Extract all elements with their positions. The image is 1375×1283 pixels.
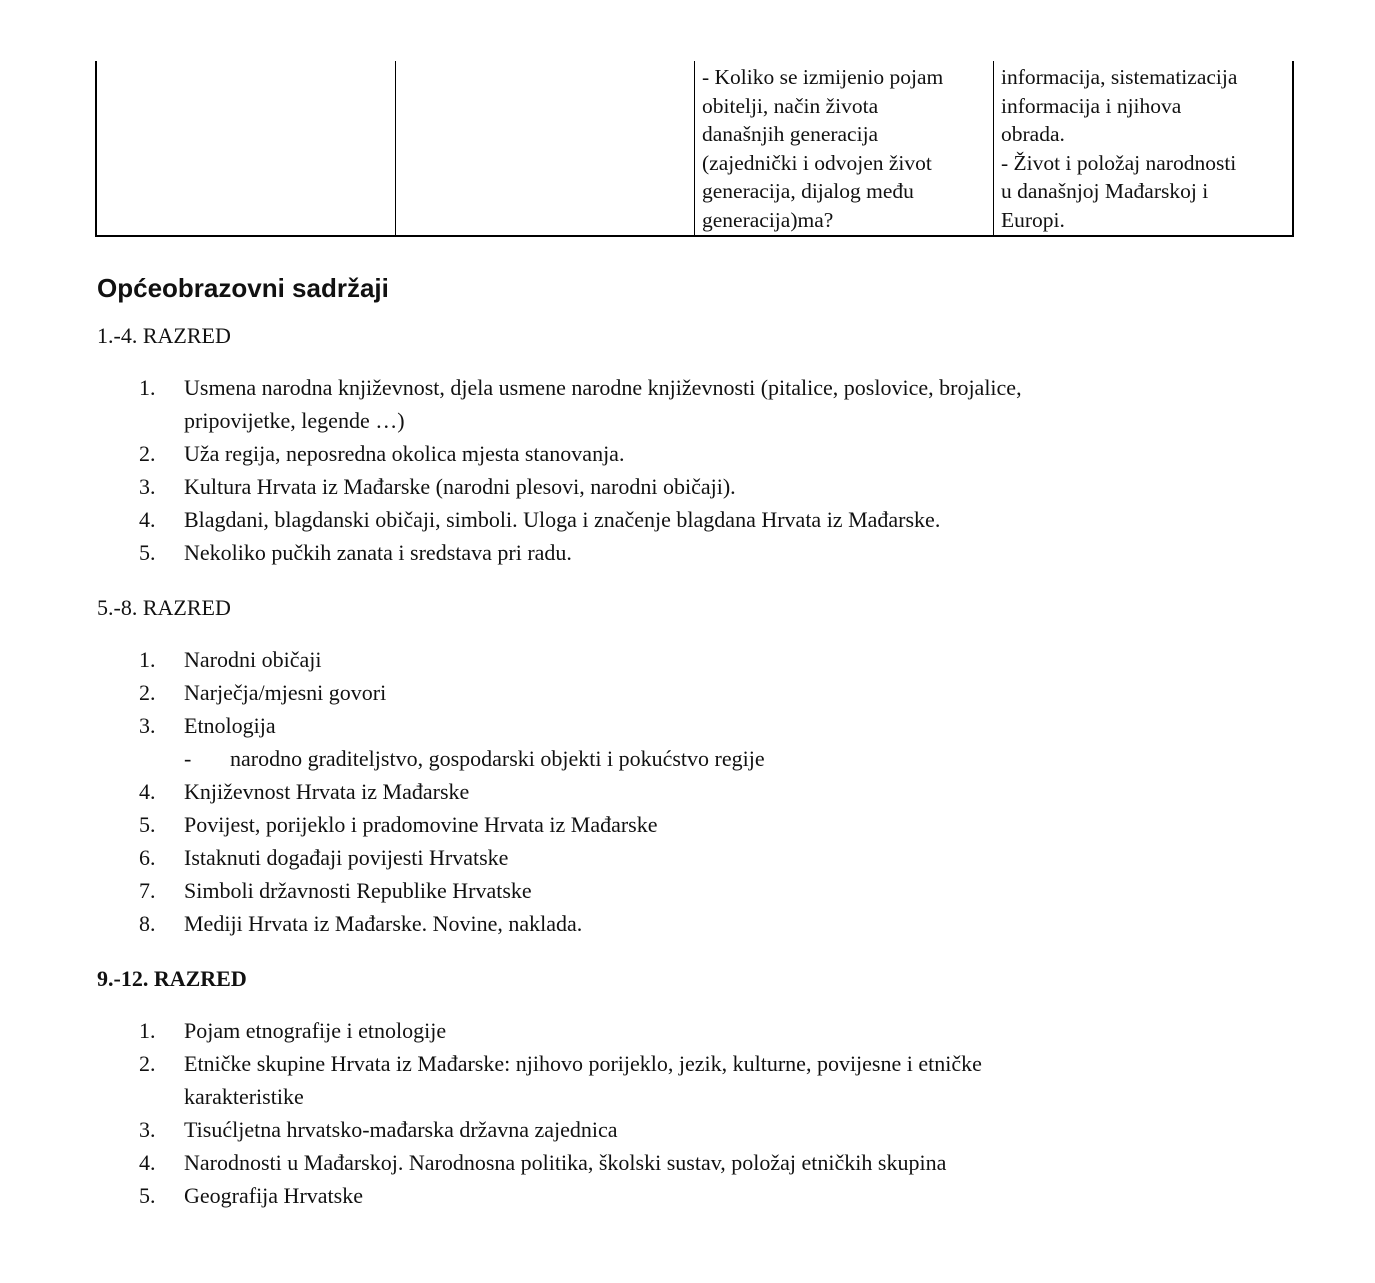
cell-text-line: današnjih generacija bbox=[702, 122, 879, 147]
item-number: 2. bbox=[139, 680, 156, 705]
item-number: 3. bbox=[139, 474, 156, 499]
list-item bbox=[97, 1014, 1297, 1047]
item-text: Simboli državnosti Republike Hrvatske bbox=[184, 878, 532, 903]
section-heading: Općeobrazovni sadržaji bbox=[97, 273, 389, 303]
item-number: 3. bbox=[139, 1117, 156, 1142]
list-item bbox=[97, 709, 1297, 775]
item-text: Pojam etnografije i etnologije bbox=[184, 1018, 447, 1043]
item-text-continued: karakteristike bbox=[184, 1084, 304, 1109]
item-number: 4. bbox=[139, 507, 156, 532]
list-item bbox=[97, 907, 1297, 940]
item-text: Etničke skupine Hrvata iz Mađarske: njihovo porijeklo, jezik, kulturne, povijesne i etničke bbox=[184, 1051, 982, 1076]
item-number: 3. bbox=[139, 713, 156, 738]
item-number: 5. bbox=[139, 812, 156, 837]
grade-title-5-8: 5.-8. RAZRED bbox=[97, 595, 231, 620]
list-item bbox=[97, 1113, 1297, 1146]
list-item bbox=[97, 841, 1297, 874]
item-text: Nekoliko pučkih zanata i sredstava pri radu. bbox=[184, 540, 572, 565]
cell-text-line: - Koliko se izmijenio pojam bbox=[702, 65, 944, 89]
item-text: Književnost Hrvata iz Mađarske bbox=[184, 779, 470, 804]
cell-text-line: Europi. bbox=[1001, 207, 1065, 232]
table-cell-empty-2 bbox=[396, 61, 695, 235]
item-number: 1. bbox=[139, 647, 156, 672]
sub-item bbox=[184, 742, 1297, 775]
sub-item-dash: - bbox=[184, 746, 192, 771]
item-number: 1. bbox=[139, 1018, 156, 1043]
item-text: Geografija Hrvatske bbox=[184, 1183, 363, 1208]
grade-title-1-4: 1.-4. RAZRED bbox=[97, 323, 231, 348]
document-body bbox=[97, 270, 1297, 1236]
cell-text-line: generacija)ma? bbox=[702, 207, 834, 232]
cell-text-line: obrada. bbox=[1001, 122, 1065, 147]
item-text: Narodnosti u Mađarskoj. Narodnosna politika, školski sustav, položaj etničkih skupina bbox=[184, 1150, 947, 1175]
item-text: Narodni običaji bbox=[184, 647, 322, 672]
cell-text-line: (zajednički i odvojen život bbox=[702, 150, 932, 175]
item-text: Blagdani, blagdanski običaji, simboli. Uloga i značenje blagdana Hrvata iz Mađarske. bbox=[184, 507, 941, 532]
table-cell-activities bbox=[994, 61, 1292, 235]
cell-text-line: informacija i njihova bbox=[1001, 93, 1182, 118]
list-item bbox=[97, 874, 1297, 907]
topic-list-9-12 bbox=[97, 1014, 1297, 1212]
item-number: 1. bbox=[139, 375, 156, 400]
item-text: Uža regija, neposredna okolica mjesta stanovanja. bbox=[184, 441, 625, 466]
item-number: 5. bbox=[139, 540, 156, 565]
list-item bbox=[97, 643, 1297, 676]
item-number: 4. bbox=[139, 779, 156, 804]
item-text-continued: pripovijetke, legende …) bbox=[184, 408, 405, 433]
list-item bbox=[97, 437, 1297, 470]
item-number: 2. bbox=[139, 441, 156, 466]
topic-list-5-8 bbox=[97, 643, 1297, 940]
list-item bbox=[97, 808, 1297, 841]
table-cell-questions bbox=[695, 61, 994, 235]
item-text: Etnologija bbox=[184, 713, 276, 738]
list-item bbox=[97, 1047, 1297, 1113]
table-cell-empty-1 bbox=[97, 61, 396, 235]
cell-text-line: informacija, sistematizacija bbox=[1001, 65, 1238, 89]
list-item bbox=[97, 1146, 1297, 1179]
topic-list-1-4 bbox=[97, 371, 1297, 569]
cell-text-line: u današnjoj Mađarskoj i bbox=[1001, 179, 1209, 204]
cell-text-line: obitelji, način života bbox=[702, 93, 879, 118]
item-text: Povijest, porijeklo i pradomovine Hrvata iz Mađarske bbox=[184, 812, 658, 837]
list-item bbox=[97, 470, 1297, 503]
list-item bbox=[97, 676, 1297, 709]
list-item bbox=[97, 536, 1297, 569]
sub-item-text: narodno graditeljstvo, gospodarski objekti i pokućstvo regije bbox=[230, 746, 765, 771]
item-text: Usmena narodna književnost, djela usmene narodne književnosti (pitalice, poslovice, brojalice, bbox=[184, 375, 1022, 400]
cell-text-line: generacija, dijalog među bbox=[702, 179, 914, 204]
item-text: Kultura Hrvata iz Mađarske (narodni plesovi, narodni običaji). bbox=[184, 474, 736, 499]
list-item bbox=[97, 371, 1297, 437]
item-number: 8. bbox=[139, 911, 156, 936]
cell-text-line: - Život i položaj narodnosti bbox=[1001, 150, 1237, 175]
list-item bbox=[97, 1179, 1297, 1212]
item-number: 2. bbox=[139, 1051, 156, 1076]
item-text: Narječja/mjesni govori bbox=[184, 680, 387, 705]
item-number: 7. bbox=[139, 878, 156, 903]
item-text: Tisućljetna hrvatsko-mađarska državna zajednica bbox=[184, 1117, 618, 1142]
curriculum-table-fragment bbox=[95, 61, 1294, 237]
list-item bbox=[97, 775, 1297, 808]
item-number: 5. bbox=[139, 1183, 156, 1208]
grade-title-9-12: 9.-12. RAZRED bbox=[97, 966, 247, 991]
item-number: 4. bbox=[139, 1150, 156, 1175]
item-text: Istaknuti događaji povijesti Hrvatske bbox=[184, 845, 509, 870]
item-text: Mediji Hrvata iz Mađarske. Novine, naklada. bbox=[184, 911, 583, 936]
list-item bbox=[97, 503, 1297, 536]
item-number: 6. bbox=[139, 845, 156, 870]
